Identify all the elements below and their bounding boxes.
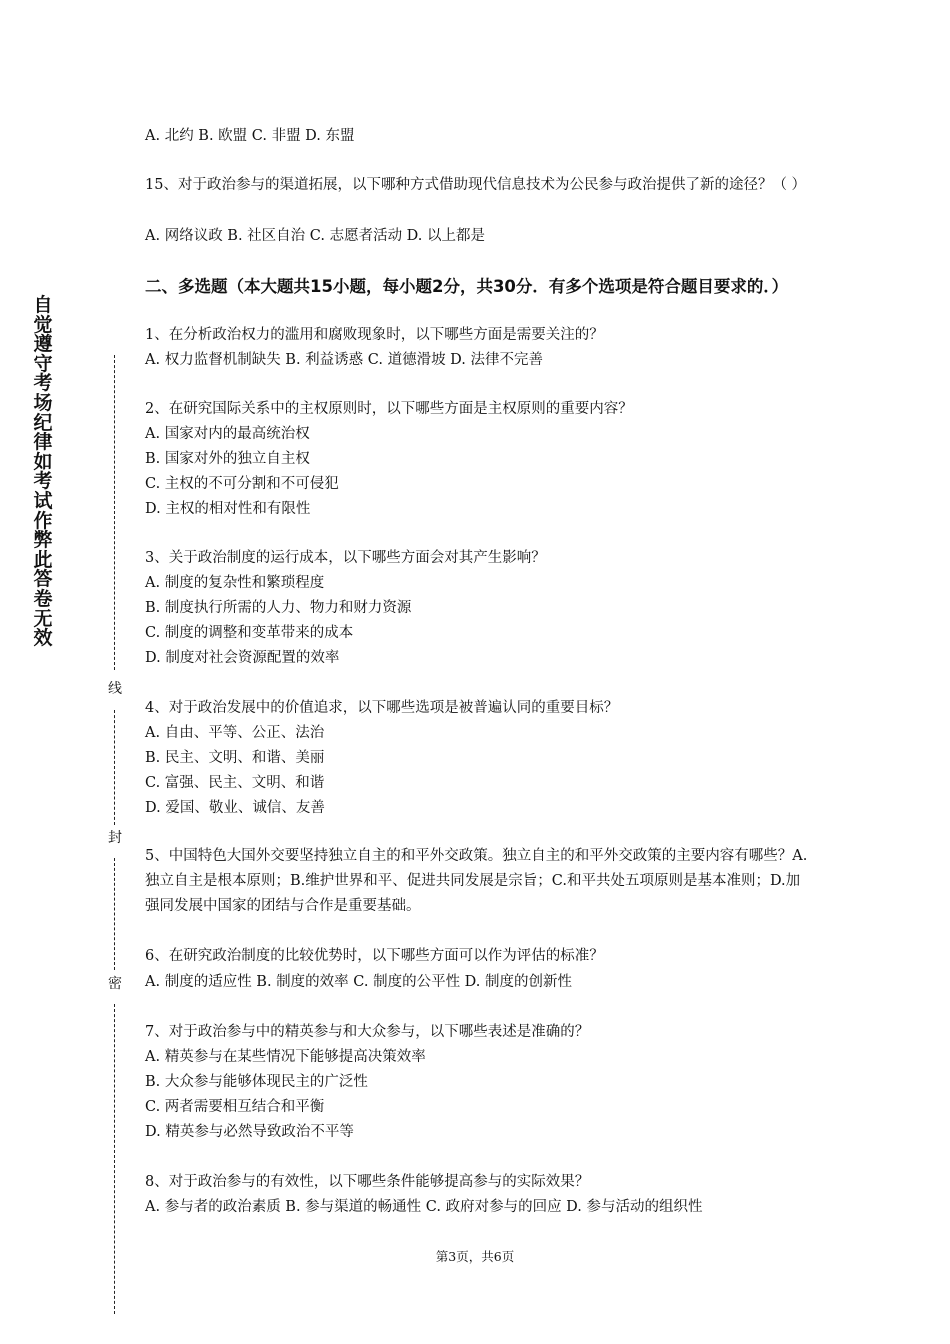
question-stem: 5、中国特色大国外交要坚持独立自主的和平外交政策。独立自主的和平外交政策的主要内容有哪些？A.独立自主是根本原则；B.维护世界和平、促进共同发展是宗旨；C.和平共处五项原则是基本准则；D.加强同发展中国家的团结与合作是重要基础。 — [145, 848, 808, 914]
option-line: B. 制度执行所需的人力、物力和财力资源 — [145, 600, 412, 616]
question-stem: 7、对于政治参与中的精英参与和大众参与，以下哪些表述是准确的？ — [145, 1024, 590, 1040]
binding-line-top — [114, 355, 115, 670]
question-stem: 8、对于政治参与的有效性，以下哪些条件能够提高参与的实际效果？ — [145, 1174, 590, 1190]
option-line: D. 爱国、敬业、诚信、友善 — [145, 800, 325, 816]
option-line: D. 精英参与必然导致政治不平等 — [145, 1124, 354, 1140]
option-line: A. 制度的适应性 B. 制度的效率 C. 制度的公平性 D. 制度的创新性 — [145, 974, 573, 990]
option-line: B. 国家对外的独立自主权 — [145, 451, 310, 467]
question-stem: 6、在研究政治制度的比较优势时，以下哪些方面可以作为评估的标准？ — [145, 948, 604, 964]
q14-options: A. 北约 B. 欧盟 C. 非盟 D. 东盟 — [145, 128, 355, 144]
option-line: A. 参与者的政治素质 B. 参与渠道的畅通性 C. 政府对参与的回应 D. 参与活动的组织性 — [145, 1199, 703, 1215]
option-line: C. 主权的不可分割和不可侵犯 — [145, 476, 339, 492]
question-stem: 1、在分析政治权力的滥用和腐败现象时，以下哪些方面是需要关注的？ — [145, 327, 604, 343]
q15-options: A. 网络议政 B. 社区自治 C. 志愿者活动 D. 以上都是 — [145, 228, 486, 244]
option-line: D. 主权的相对性和有限性 — [145, 501, 311, 517]
option-line: A. 精英参与在某些情况下能够提高决策效率 — [145, 1049, 426, 1065]
question-stem: 3、关于政治制度的运行成本，以下哪些方面会对其产生影响？ — [145, 550, 546, 566]
binding-line-middle — [114, 858, 115, 970]
option-line: A. 自由、平等、公正、法治 — [145, 725, 325, 741]
option-line: D. 制度对社会资源配置的效率 — [145, 650, 340, 666]
seal-mark-mi: 密 — [108, 976, 122, 992]
option-line: A. 国家对内的最高统治权 — [145, 426, 310, 442]
option-line: A. 权力监督机制缺失 B. 利益诱惑 C. 道德滑坡 D. 法律不完善 — [145, 352, 544, 368]
question-stem: 2、在研究国际关系中的主权原则时，以下哪些方面是主权原则的重要内容？ — [145, 401, 633, 417]
option-line: B. 民主、文明、和谐、美丽 — [145, 750, 325, 766]
section-title: 二、多选题（本大题共15小题，每小题2分，共30分．有多个选项是符合题目要求的．） — [145, 277, 789, 296]
option-line: C. 富强、民主、文明、和谐 — [145, 775, 325, 791]
binding-line-bottom — [114, 1004, 115, 1314]
option-line: C. 两者需要相互结合和平衡 — [145, 1099, 325, 1115]
option-line: C. 制度的调整和变革带来的成本 — [145, 625, 354, 641]
binding-line-upper — [114, 710, 115, 825]
option-line: B. 大众参与能够体现民主的广泛性 — [145, 1074, 368, 1090]
q15-stem: 15、对于政治参与的渠道拓展，以下哪种方式借助现代信息技术为公民参与政治提供了新的途径？（ ） — [145, 177, 807, 193]
exam-discipline-note: 自觉遵守考场纪律如考试作弊此答卷无效 — [33, 294, 53, 650]
seal-mark-feng: 封 — [108, 830, 122, 846]
page-footer: 第3页，共6页 — [435, 1249, 515, 1264]
seal-mark-xian: 线 — [108, 681, 122, 697]
option-line: A. 制度的复杂性和繁琐程度 — [145, 575, 325, 591]
question-stem: 4、对于政治发展中的价值追求，以下哪些选项是被普遍认同的重要目标？ — [145, 700, 619, 716]
